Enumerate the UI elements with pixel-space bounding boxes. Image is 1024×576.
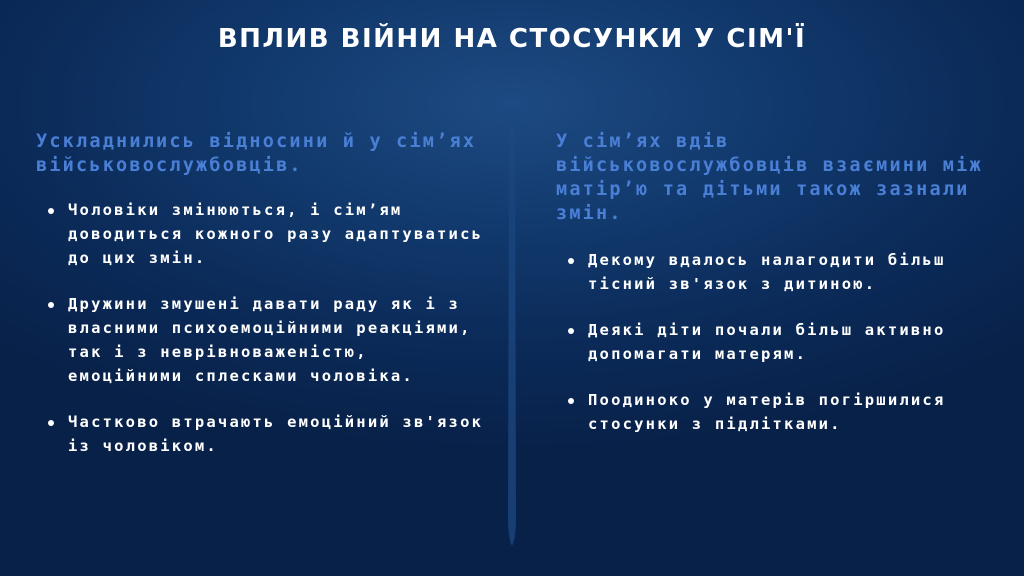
list-item [36,292,486,388]
right-bullet-list [556,248,996,436]
slide-title: ВПЛИВ ВІЙНИ НА СТОСУНКИ У СІМ'Ї [217,24,807,54]
list-item [36,198,486,270]
list-item-text: Декому вдалось налагодити більш тісний зв'язок з дитиною. [588,251,946,293]
list-item-text: Частково втрачають емоційний зв'язок із чоловіком. [68,413,484,455]
right-heading: У сім’ях вдів військовослужбовців взаємини між матір’ю та дітьми також зазнали змін. [556,131,983,224]
bullet-dot-icon [48,302,54,308]
bullet-dot-icon [48,420,54,426]
list-item [556,318,996,366]
list-item-text: Поодиноко у матерів погіршилися стосунки з підлітками. [588,391,946,433]
left-bullet-list [36,198,486,458]
left-column [36,130,486,458]
right-column [556,130,996,436]
bullet-dot-icon [568,328,574,334]
list-item-text: Дружини змушені давати раду як і з власними психоемоційними реакціями, так і з неврівноваженістю, емоційними сплесками чоловіка. [68,295,472,385]
left-heading: Ускладнились відносини й у сім’ях військовослужбовців. [36,131,477,176]
bullet-dot-icon [568,398,574,404]
list-item [556,248,996,296]
center-divider [502,118,522,546]
list-item-text: Чоловіки змінюються, і сім’ям доводиться кожного разу адаптуватись до цих змін. [68,201,484,267]
list-item [556,388,996,436]
list-item [36,410,486,458]
bullet-dot-icon [568,258,574,264]
bullet-dot-icon [48,208,54,214]
list-item-text: Деякі діти почали більш активно допомагати матерям. [588,321,946,363]
